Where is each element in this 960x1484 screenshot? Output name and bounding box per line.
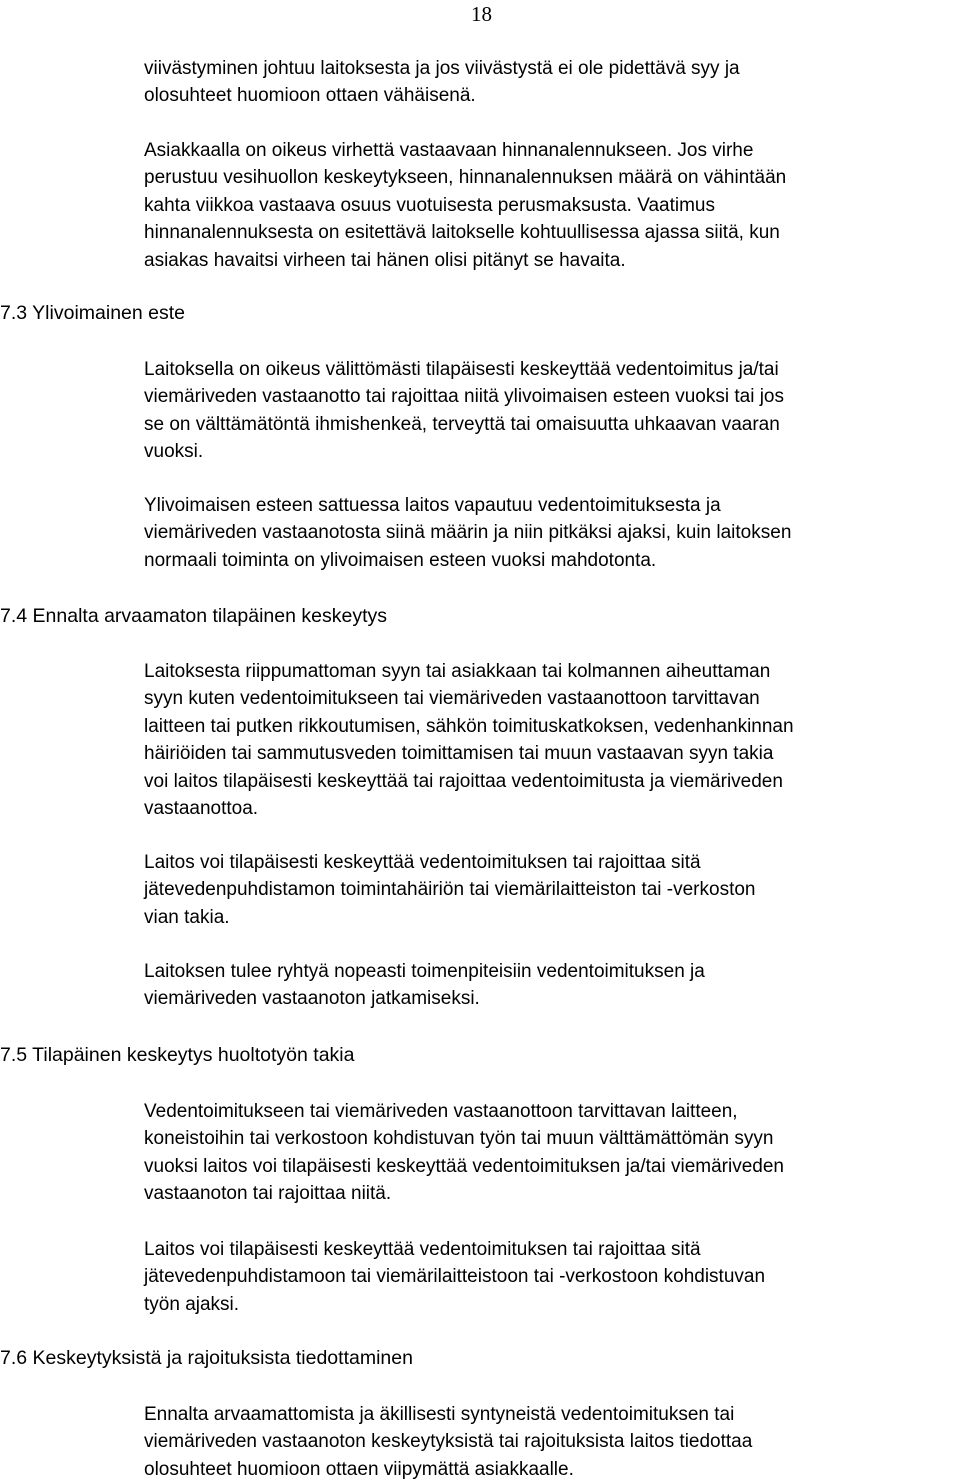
paragraph: Laitos voi tilapäisesti keskeyttää vedentoimituksen tai rajoittaa sitä jätevedenpuhdistamon toimintahäiriön tai viemärilaitteiston tai -verkoston vian takia. (144, 852, 756, 928)
paragraph: Vedentoimitukseen tai viemäriveden vastaanottoon tarvittavan laitteen, koneistoihin tai verkostoon kohdistuvan työn tai muun välttämättömän syyn vuoksi laitos voi tilapäisesti keskeyttää vedentoimituksen ja/tai viemäriveden vastaanoton tai rajoittaa niitä. (144, 1101, 784, 1205)
section-heading-7-6: 7.6 Keskeytyksistä ja rajoituksista tiedottaminen (0, 1347, 413, 1369)
page-number: 18 (471, 2, 492, 26)
paragraph: Ennalta arvaamattomista ja äkillisesti syntyneistä vedentoimituksen tai viemäriveden vastaanoton keskeytyksistä tai rajoituksista laitos tiedottaa olosuhteet huomioon ottaen viipymättä asiakkaalle. (144, 1404, 753, 1480)
paragraph: Asiakkaalla on oikeus virhettä vastaavaan hinnanalennukseen. Jos virhe perustuu vesihuollon keskeytykseen, hinnanalennuksen määrä on vähintään kahta viikkoa vastaava osuus vuotuisesta perusmaksusta. Vaatimus hinnanalennuksesta on esitettävä laitokselle kohtuullisessa ajassa siitä, kun asiakas havaitsi virheen tai hänen olisi pitänyt se havaita. (144, 140, 787, 271)
paragraph: Laitos voi tilapäisesti keskeyttää vedentoimituksen tai rajoittaa sitä jätevedenpuhdistamoon tai viemärilaitteistoon tai -verkostoon kohdistuvan työn ajaksi. (144, 1239, 766, 1315)
paragraph: Laitoksella on oikeus välittömästi tilapäisesti keskeyttää vedentoimitus ja/tai viemäriveden vastaanotto tai rajoittaa niitä ylivoimaisen esteen vuoksi tai jos se on välttämätöntä ihmishenkeä, terveyttä tai omaisuutta uhkaavan vaaran vuoksi. (144, 359, 784, 463)
paragraph: Laitoksesta riippumattoman syyn tai asiakkaan tai kolmannen aiheuttaman syyn kuten vedentoimitukseen tai viemäriveden vastaanottoon tarvittavan laitteen tai putken rikkoutumisen, sähkön toimituskatkoksen, vedenhankinnan häiriöiden tai sammutusveden toimittamisen tai muun vastaavan syyn takia voi laitos tilapäisesti keskeyttää tai rajoittaa vedentoimitusta ja viemäriveden vastaanottoa. (144, 661, 794, 820)
paragraph: Ylivoimaisen esteen sattuessa laitos vapautuu vedentoimituksesta ja viemäriveden vastaanotosta siinä määrin ja niin pitkäksi ajaksi, kuin laitoksen normaali toiminta on ylivoimaisen esteen vuoksi mahdotonta. (144, 495, 792, 571)
paragraph: viivästyminen johtuu laitoksesta ja jos viivästystä ei ole pidettävä syy ja olosuhteet huomioon ottaen vähäisenä. (144, 58, 740, 107)
section-heading-7-5: 7.5 Tilapäinen keskeytys huoltotyön takia (0, 1044, 355, 1066)
section-heading-7-3: 7.3 Ylivoimainen este (0, 302, 186, 324)
paragraph: Laitoksen tulee ryhtyä nopeasti toimenpiteisiin vedentoimituksen ja viemäriveden vastaanoton jatkamiseksi. (144, 961, 705, 1010)
section-heading-7-4: 7.4 Ennalta arvaamaton tilapäinen keskeytys (0, 605, 387, 627)
